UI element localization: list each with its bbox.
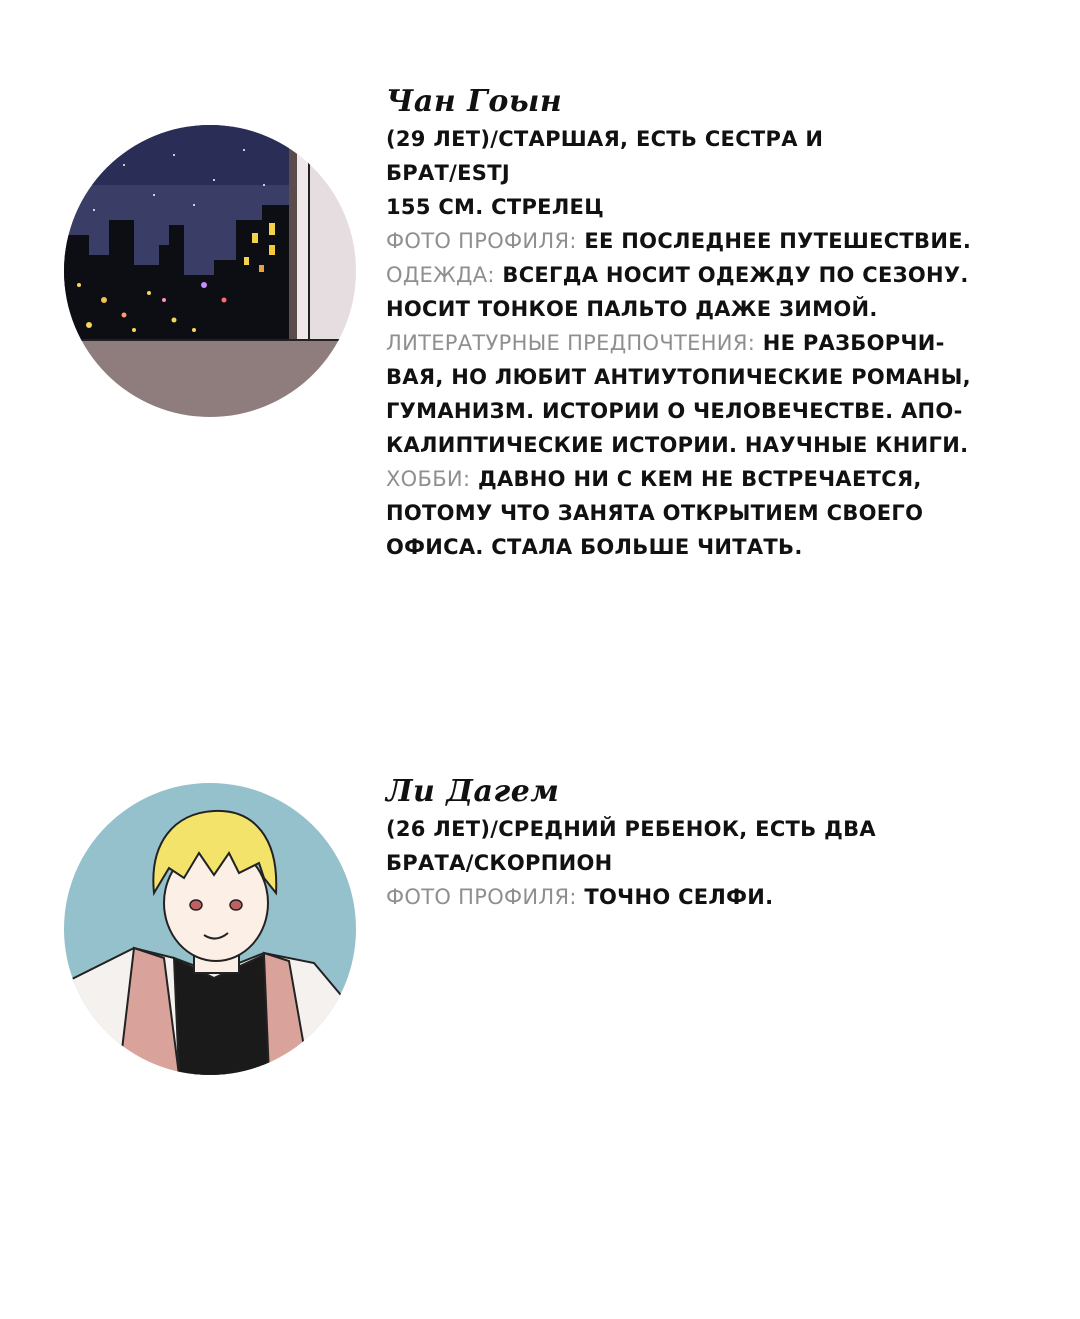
detail-line: ГУМАНИЗМ. ИСТОРИИ О ЧЕЛОВЕЧЕСТВЕ. АПО- [386, 399, 963, 423]
detail-line: ФОТО ПРОФИЛЯ: ТОЧНО СЕЛФИ. [386, 885, 774, 909]
detail-line: КАЛИПТИЧЕСКИЕ ИСТОРИИ. НАУЧНЫЕ КНИГИ. [386, 433, 969, 457]
detail-line: ОДЕЖДА: ВСЕГДА НОСИТ ОДЕЖДУ ПО СЕЗОНУ. [386, 263, 969, 287]
detail-line: ЛИТЕРАТУРНЫЕ ПРЕДПОЧТЕНИЯ: НЕ РАЗБОРЧИ- [386, 331, 945, 355]
profile-avatar-selfie [64, 783, 356, 1075]
detail-line: ФОТО ПРОФИЛЯ: ЕЕ ПОСЛЕДНЕЕ ПУТЕШЕСТВИЕ. [386, 229, 972, 253]
profile-card-chan-goyn [0, 0, 1080, 620]
detail-line: ХОББИ: ДАВНО НИ С КЕМ НЕ ВСТРЕЧАЕТСЯ, [386, 467, 922, 491]
profile-info [386, 84, 1056, 564]
selfie-portrait-image [64, 783, 356, 1075]
night-city-window-image [64, 125, 356, 417]
profile-avatar-night-city [64, 125, 356, 417]
detail-line: 155 СМ. СТРЕЛЕЦ [386, 195, 604, 219]
profile-name: Ли Дагем [386, 774, 560, 809]
detail-line: (26 ЛЕТ)/СРЕДНИЙ РЕБЕНОК, ЕСТЬ ДВА [386, 817, 876, 841]
detail-line: НОСИТ ТОНКОЕ ПАЛЬТО ДАЖЕ ЗИМОЙ. [386, 297, 878, 321]
detail-line: ВАЯ, НО ЛЮБИТ АНТИУТОПИЧЕСКИЕ РОМАНЫ, [386, 365, 971, 389]
detail-line: ПОТОМУ ЧТО ЗАНЯТА ОТКРЫТИЕМ СВОЕГО [386, 501, 924, 525]
detail-line: БРАТА/СКОРПИОН [386, 851, 613, 875]
profile-details [386, 122, 1056, 564]
profile-card-li-dagem [0, 690, 1080, 1090]
profile-details [386, 812, 1056, 914]
profile-info [386, 774, 1056, 914]
detail-line: БРАТ/ESTJ [386, 161, 510, 185]
detail-line: ОФИСА. СТАЛА БОЛЬШЕ ЧИТАТЬ. [386, 535, 803, 559]
detail-line: (29 ЛЕТ)/СТАРШАЯ, ЕСТЬ СЕСТРА И [386, 127, 824, 151]
profile-name: Чан Гоын [386, 84, 563, 119]
